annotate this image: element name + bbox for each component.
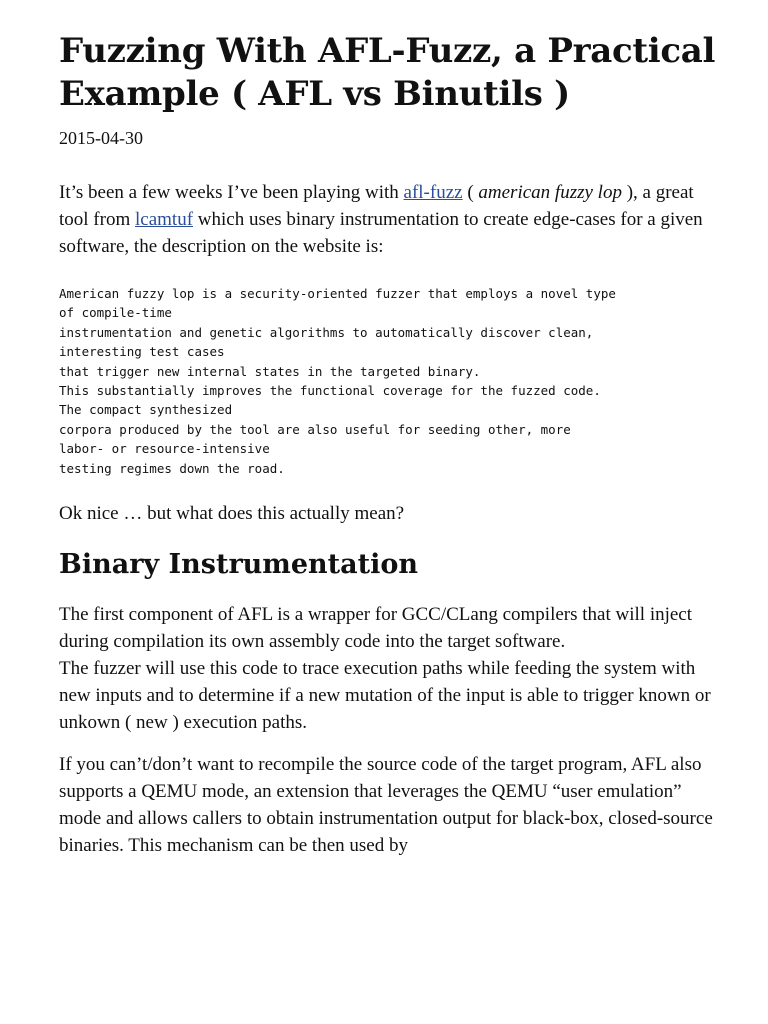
article-date: 2015-04-30 [59, 128, 143, 148]
intro-paragraph [59, 179, 719, 260]
instrumentation-text-1: The first component of AFL is a wrapper for GCC/CLang compilers that will inject during compilation its own assembly code into the target software. [59, 604, 693, 653]
article-title: Fuzzing With AFL-Fuzz, a Practical Example ( AFL vs Binutils ) [59, 31, 716, 114]
section-heading-binary-instrumentation: Binary Instrumentation [59, 549, 419, 581]
quote-line: labor- or resource-intensive [59, 441, 270, 457]
intro-text-1: It’s been a few weeks I’ve been playing with [59, 182, 404, 203]
quote-line: corpora produced by the tool are also useful for seeding other, more [59, 421, 571, 437]
article [59, 30, 719, 859]
quote-line: The compact synthesized [59, 402, 233, 418]
intro-text-4: which uses binary instrumentation to create edge-cases for a given software, the description on the website is: [59, 209, 703, 257]
lcamtuf-link[interactable]: lcamtuf [135, 209, 194, 230]
quote-line: that trigger new internal states in the targeted binary. [59, 363, 481, 379]
quote-line: American fuzzy lop is a security-oriented fuzzer that employs a novel type [59, 286, 616, 301]
quote-line: testing regimes down the road. [59, 460, 285, 476]
instrumentation-text-2: The fuzzer will use this code to trace execution paths while feeding the system with new inputs and to determine if a new mutation of the input is able to trigger known or unkown ( new ) execution paths. [59, 658, 711, 734]
quote-line: of compile-time [59, 305, 172, 321]
quote-line: This substantially improves the functional coverage for the fuzzed code. [59, 383, 601, 399]
instrumentation-paragraph [59, 601, 719, 736]
intro-text-2: ( [462, 182, 479, 203]
description-quote-block [59, 284, 719, 478]
intro-emphasis: american fuzzy lop [478, 182, 622, 203]
quote-line: interesting test cases [59, 344, 225, 360]
afl-fuzz-link[interactable]: afl-fuzz [403, 182, 463, 203]
qemu-paragraph: If you can’t/don’t want to recompile the source code of the target program, AFL also supports a QEMU mode, an extension that leverages the QEMU “user emulation” mode and allows callers to obtain instrumentation output for black-box, closed-source binaries. This mechanism can be then used by [59, 754, 713, 857]
intro-text-3: ), a great tool from [59, 182, 694, 230]
ok-paragraph: Ok nice … but what does this actually mean? [59, 503, 405, 525]
quote-line: instrumentation and genetic algorithms to automatically discover clean, [59, 324, 594, 340]
